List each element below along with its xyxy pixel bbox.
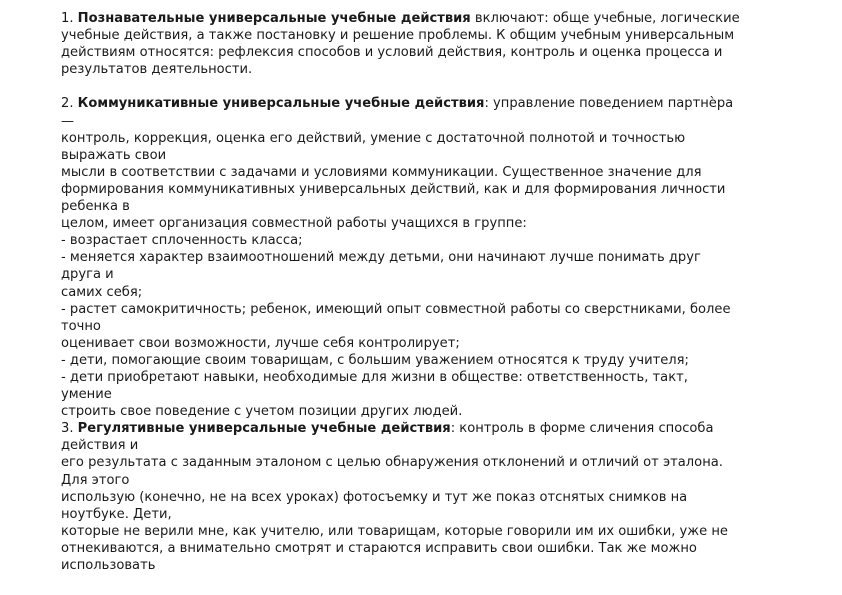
section2-text: друга и [61, 267, 114, 283]
section1-text: учебные действия, а также постановку и решение проблемы. К общим учебным универсальным [61, 28, 735, 44]
section3-number: 3. [61, 421, 74, 437]
section1-text: действиям относятся: рефлексия способов и условий действия, контроль и оценка процесса и [61, 45, 723, 61]
section3-text: действия и [61, 438, 139, 454]
section2-text: — [61, 113, 75, 129]
section2-text: самих себя; [61, 284, 143, 300]
section2-text: мысли в соответствии с задачами и условиями коммуникации. Существенное значение для [61, 164, 702, 180]
section3-text: отнекиваются, а внимательно смотрят и стараются исправить свои ошибки. Так же можно [61, 540, 697, 556]
section2-list-item: - растет самокритичность; ребенок, имеющий опыт совместной работы со сверстниками, более [61, 301, 731, 317]
section2-heading: Коммуникативные универсальные учебные действия [77, 96, 485, 112]
section3-text: использую (конечно, не на всех уроках) фотосъемку и тут же показ отснятых снимков на [61, 489, 688, 505]
section2-text: контроль, коррекция, оценка его действий, умение с достаточной полнотой и точностью [61, 130, 686, 146]
section1-heading: Познавательные универсальные учебные действия [77, 11, 471, 26]
section3-text: которые не верили мне, как учителю, или товарищам, которые говорили им их ошибки, уже не [61, 523, 728, 539]
document-page [61, 10, 791, 574]
paragraph-gap [61, 78, 791, 95]
section1-text: результатов деятельности. [61, 62, 253, 78]
section3-text: : контроль в форме сличения способа [450, 421, 714, 437]
section2-text: оценивает свои возможности, лучше себя контролирует; [61, 335, 460, 351]
section2-text: выражать свои [61, 147, 167, 163]
section2-text: целом, имеет организация совместной работы учащихся в группе: [61, 216, 527, 232]
section1-number: 1. [61, 11, 74, 26]
section1-line-1 [61, 10, 791, 27]
section3-heading: Регулятивные универсальные учебные действия [77, 421, 451, 437]
section2-text: умение [61, 387, 112, 403]
section1-text: включают: обще учебные, логические [470, 11, 740, 26]
section3-line-1 [61, 420, 791, 437]
section2-list-item: - меняется характер взаимоотношений между детьми, они начинают лучше понимать друг [61, 250, 701, 266]
section3-text: Для этого [61, 472, 130, 488]
section2-text: : управление поведением партнѐра [484, 96, 734, 112]
section3-text: его результата с заданным эталоном с целью обнаружения отклонений и отличий от эталона. [61, 455, 723, 471]
section2-text: формирования коммуникативных универсальных действий, как и для формирования личности [61, 181, 726, 197]
section2-list-item: - возрастает сплоченность класса; [61, 233, 303, 249]
section2-text: строить свое поведение с учетом позиции других людей. [61, 404, 463, 420]
section2-list-item: - дети приобретают навыки, необходимые для жизни в обществе: ответственность, такт, [61, 369, 688, 385]
section3-text: использовать [61, 558, 156, 573]
section2-text: точно [61, 318, 101, 334]
section3-text: ноутбуке. Дети, [61, 506, 172, 522]
section2-text: ребенка в [61, 199, 130, 215]
section2-line-1 [61, 95, 791, 112]
section2-number: 2. [61, 96, 74, 112]
section2-list-item: - дети, помогающие своим товарищам, с большим уважением относятся к труду учителя; [61, 352, 689, 368]
